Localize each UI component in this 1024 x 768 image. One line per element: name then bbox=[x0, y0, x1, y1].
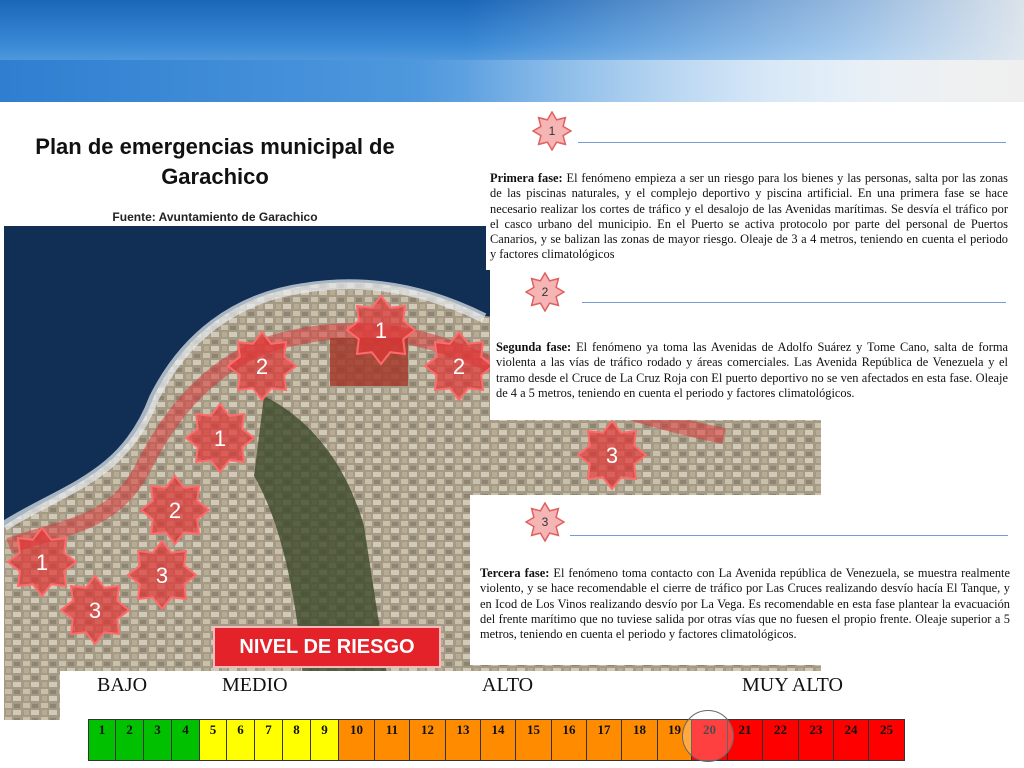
risk-cell-6: 6 bbox=[227, 720, 255, 760]
phase-3-rule bbox=[570, 535, 1008, 536]
level-label-muy-alto: MUY ALTO bbox=[742, 674, 843, 696]
risk-cell-10: 10 bbox=[339, 720, 375, 760]
risk-zone-label: 3 bbox=[605, 443, 619, 468]
highlight-circle bbox=[682, 710, 734, 762]
phase-2-rule bbox=[582, 302, 1006, 303]
phase-2-body: El fenómeno ya toma las Avenidas de Adolfo Suárez y Tome Cano, salta de forma violenta a las vías de tráfico rodado y áreas comerciales. Las Avenida República de Venezuela y el tramo desde el Cruce de La Cruz Roja con El puerto deportivo no se ven afectados en esta fase. Oleaje de 4 a 5 metros, teniendo en cuenta el periodo y factores climatológicos. bbox=[496, 340, 1008, 400]
phase-1-star-icon bbox=[532, 111, 572, 151]
risk-cell-21: 21 bbox=[728, 720, 763, 760]
risk-cell-17: 17 bbox=[587, 720, 622, 760]
risk-zone-7 bbox=[8, 528, 76, 596]
risk-zone-1 bbox=[347, 296, 415, 364]
phase-3-text bbox=[480, 566, 1010, 642]
banner-wave bbox=[0, 60, 1024, 102]
page-title: Plan de emergencias municipal de Garachico bbox=[35, 134, 395, 189]
risk-cell-18: 18 bbox=[622, 720, 658, 760]
risk-cell-7: 7 bbox=[255, 720, 283, 760]
risk-cell-14: 14 bbox=[481, 720, 516, 760]
phase-1-text bbox=[490, 171, 1008, 263]
risk-zone-6 bbox=[578, 421, 646, 489]
phase-3-number: 3 bbox=[541, 515, 549, 529]
risk-level-banner: NIVEL DE RIESGO bbox=[213, 626, 441, 668]
risk-cell-22: 22 bbox=[763, 720, 799, 760]
risk-zone-3 bbox=[425, 332, 493, 400]
risk-cell-12: 12 bbox=[410, 720, 446, 760]
risk-cell-9: 9 bbox=[311, 720, 339, 760]
risk-cell-19: 19 bbox=[658, 720, 692, 760]
phase-3-star-icon bbox=[525, 502, 565, 542]
risk-zone-label: 3 bbox=[155, 563, 169, 588]
risk-zone-label: 1 bbox=[35, 550, 49, 575]
phase-2-heading: Segunda fase: bbox=[496, 340, 572, 354]
source-caption: Fuente: Avuntamiento de Garachico bbox=[112, 210, 318, 224]
level-label-medio: MEDIO bbox=[222, 674, 288, 696]
phase-2-star-icon bbox=[525, 272, 565, 312]
risk-scale-cells bbox=[88, 719, 905, 761]
risk-zone-9 bbox=[61, 576, 129, 644]
risk-zone-label: 1 bbox=[374, 318, 388, 343]
risk-cell-23: 23 bbox=[799, 720, 834, 760]
risk-cell-8: 8 bbox=[283, 720, 311, 760]
phase-1-body: El fenómeno empieza a ser un riesgo para los bienes y las personas, salta por las zonas de las piscinas naturales, y el complejo deportivo y piscina artificial. En una primera fase se hace necesario realizar los cortes de tráfico y el desalojo de las Avenidas marítimas. Se desvía el tráfico por el casco urbano del municipio. En el Puerto se activa protocolo por parte del personal de Puertos Canarios, y se balizan las zonas de mayor riesgo. Oleaje de 3 a 4 metros, teniendo en cuenta el periodo y factores climatológicos bbox=[490, 171, 1008, 262]
risk-zone-label: 2 bbox=[452, 354, 466, 379]
risk-cell-2: 2 bbox=[116, 720, 144, 760]
phase-1-heading: Primera fase: bbox=[490, 171, 563, 185]
risk-cell-1: 1 bbox=[89, 720, 116, 760]
risk-zone-4 bbox=[186, 404, 254, 472]
level-label-bajo: BAJO bbox=[97, 674, 148, 696]
risk-cell-3: 3 bbox=[144, 720, 172, 760]
phase-1-rule bbox=[578, 142, 1006, 143]
risk-cell-15: 15 bbox=[516, 720, 552, 760]
phase-1-number: 1 bbox=[548, 124, 556, 138]
risk-zone-label: 2 bbox=[255, 354, 269, 379]
risk-zone-8 bbox=[128, 541, 196, 609]
risk-cell-25: 25 bbox=[869, 720, 905, 760]
header-banner bbox=[0, 0, 1024, 102]
risk-cell-11: 11 bbox=[375, 720, 410, 760]
risk-zone-5 bbox=[141, 476, 209, 544]
risk-cell-5: 5 bbox=[200, 720, 227, 760]
risk-zone-2 bbox=[228, 332, 296, 400]
risk-cell-24: 24 bbox=[834, 720, 869, 760]
risk-zone-label: 1 bbox=[213, 426, 227, 451]
risk-cell-16: 16 bbox=[552, 720, 587, 760]
phase-3-body: El fenómeno toma contacto con La Avenida república de Venezuela, se muestra realmente violento, y se hace recomendable el cierre de tráfico por Las Cruces realizando desvío hacía El Tanque, y en Icod de Los Vinos realizando desvío por La Vega. Es recomendable en esta fase plantear la evacuación del frente marítimo que no tuviese salida por otras vías que no fuesen el propio frente. Oleaje superior a 5 metros, teniendo en cuenta el periodo y factores climatológicos. bbox=[480, 566, 1010, 642]
phase-2-number: 2 bbox=[541, 285, 549, 299]
level-label-alto: ALTO bbox=[482, 674, 534, 696]
risk-zone-label: 3 bbox=[88, 598, 102, 623]
risk-cell-13: 13 bbox=[446, 720, 481, 760]
phase-3-heading: Tercera fase: bbox=[480, 566, 550, 580]
risk-zone-label: 2 bbox=[168, 498, 182, 523]
phase-2-text bbox=[496, 340, 1008, 401]
risk-cell-20: 20 bbox=[692, 720, 728, 760]
risk-cell-4: 4 bbox=[172, 720, 200, 760]
